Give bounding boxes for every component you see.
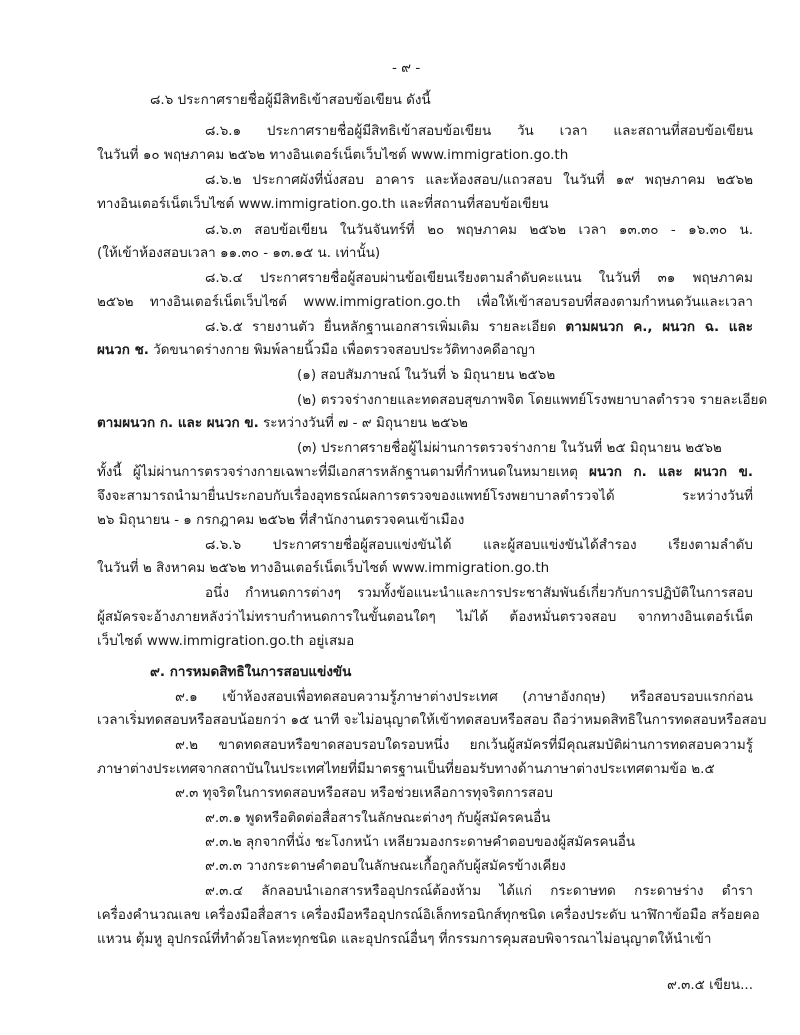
text: ๘.๖.๕ รายงานตัว ยื่นหลักฐานเอกสารเพิ่มเติม รายละเอียด bbox=[205, 319, 566, 335]
subitem-3: (๓) ประกาศรายชื่อผู้ไม่ผ่านการตรวจร่างกาย ในวันที่ ๒๕ มิถุนายน ๒๕๖๒ bbox=[297, 440, 722, 456]
item-8-6-3-cont: (ให้เข้าห้องสอบเวลา ๑๑.๓๐ - ๑๓.๑๕ น. เท่านั้น) bbox=[97, 245, 381, 261]
item-8-6-5-cont bbox=[97, 340, 535, 360]
item-8-6-6-cont: ในวันที่ ๒ สิงหาคม ๒๕๖๒ ทางอินเตอร์เน็ตเว็บไซต์ www.immigration.go.th bbox=[97, 560, 550, 576]
item-8-6-5 bbox=[205, 317, 753, 337]
item-8-6-4: ๘.๖.๔ ประกาศรายชื่อผู้สอบผ่านข้อเขียนเรียงตามลำดับคะแนน ในวันที่ ๓๑ พฤษภาคม bbox=[205, 270, 753, 286]
subitem-3-note bbox=[97, 462, 753, 482]
item-8-6-1-cont: ในวันที่ ๑๐ พฤษภาคม ๒๕๖๒ ทางอินเตอร์เน็ตเว็บไซต์ www.immigration.go.th bbox=[97, 147, 569, 163]
section-8-6-heading: ๘.๖ ประกาศรายชื่อผู้มีสิทธิเข้าสอบข้อเขียน ดังนี้ bbox=[150, 92, 431, 108]
text: วัดขนาดร่างกาย พิมพ์ลายนิ้วมือ เพื่อตรวจสอบประวัติทางคดีอาญา bbox=[148, 342, 536, 358]
item-9-3-4-cont: เครื่องคำนวณเลข เครื่องมือสื่อสาร เครื่องมือหรืออุปกรณ์อิเล็กทรอนิกส์ทุกชนิด เครื่องประดับ นาฬิกาข้อมือ สร้อยคอ bbox=[97, 907, 760, 923]
item-9-3-2: ๙.๓.๒ ลุกจากที่นั่ง ชะโงกหน้า เหลียวมองกระดาษคำตอบของผู้สมัครคนอื่น bbox=[205, 834, 636, 850]
annex-reference: ผนวก ช. bbox=[97, 342, 149, 358]
item-9-1: ๙.๑ เข้าห้องสอบเพื่อทดสอบความรู้ภาษาต่างประเทศ (ภาษาอังกฤษ) หรือสอบรอบแรกก่อน bbox=[175, 689, 753, 705]
item-8-6-6: ๘.๖.๖ ประกาศรายชื่อผู้สอบแข่งขันได้ และผู้สอบแข่งขันได้สำรอง เรียงตามลำดับ bbox=[205, 537, 753, 553]
section-9-heading: ๙. การหมดสิทธิในการสอบแข่งขัน bbox=[150, 664, 352, 680]
annex-reference: ตามผนวก ค., ผนวก ฉ. และ bbox=[565, 319, 753, 335]
subitem-1: (๑) สอบสัมภาษณ์ ในวันที่ ๖ มิถุนายน ๒๕๖๒ bbox=[297, 367, 556, 383]
item-9-1-cont: เวลาเริ่มทดสอบหรือสอบน้อยกว่า ๑๕ นาที จะไม่อนุญาตให้เข้าทดสอบหรือสอบ ถือว่าหมดสิทธิในการทดสอบหรือสอบ bbox=[97, 712, 767, 728]
item-9-3-4-end: แหวน ตุ้มหู อุปกรณ์ที่ทำด้วยโลหะทุกชนิด และอุปกรณ์อื่นๆ ที่กรรมการคุมสอบพิจารณาไม่อนุญาตให้นำเข้า bbox=[97, 931, 712, 947]
continuation-marker: ๙.๓.๕ เขียน... bbox=[666, 977, 753, 993]
note-paragraph: อนึ่ง กำหนดการต่างๆ รวมทั้งข้อแนะนำและการประชาสัมพันธ์เกี่ยวกับการปฏิบัติในการสอบ bbox=[205, 585, 753, 601]
note-paragraph-end: เว็บไซต์ www.immigration.go.th อยู่เสมอ bbox=[97, 633, 355, 649]
item-9-3-1: ๙.๓.๑ พูดหรือติดต่อสื่อสารในลักษณะต่างๆ กับผู้สมัครคนอื่น bbox=[205, 810, 551, 826]
item-9-3-4: ๙.๓.๔ ลักลอบนำเอกสารหรืออุปกรณ์ต้องห้าม ได้แก่ กระดาษทด กระดาษร่าง ตำรา bbox=[205, 883, 753, 899]
text: ระหว่างวันที่ ๗ - ๙ มิถุนายน ๒๕๖๒ bbox=[258, 415, 468, 431]
item-8-6-4-cont: ๒๕๖๒ ทางอินเตอร์เน็ตเว็บไซต์ www.immigration.go.th เพื่อให้เข้าสอบรอบที่สองตามกำหนดวันและเวลา bbox=[97, 294, 753, 310]
note-paragraph-cont: ผู้สมัครจะอ้างภายหลังว่าไม่ทราบกำหนดการในขั้นตอนใดๆ ไม่ได้ ต้องหมั่นตรวจสอบ จากทางอินเตอร์เน็ต bbox=[97, 609, 753, 625]
item-9-3: ๙.๓ ทุจริตในการทดสอบหรือสอบ หรือช่วยเหลือการทุจริตการสอบ bbox=[175, 785, 553, 801]
item-8-6-3: ๘.๖.๓ สอบข้อเขียน ในวันจันทร์ที่ ๒๐ พฤษภาคม ๒๕๖๒ เวลา ๑๓.๓๐ - ๑๖.๓๐ น. bbox=[205, 222, 753, 238]
item-9-2: ๙.๒ ขาดทดสอบหรือขาดสอบรอบใดรอบหนึ่ง ยกเว้นผู้สมัครที่มีคุณสมบัติผ่านการทดสอบความรู้ bbox=[175, 737, 753, 753]
subitem-2-cont bbox=[97, 413, 468, 433]
page-number: - ๙ - bbox=[392, 60, 421, 76]
subitem-3-note-end: ๒๖ มิถุนายน - ๑ กรกฎาคม ๒๕๖๒ ที่สำนักงานตรวจคนเข้าเมือง bbox=[97, 512, 465, 528]
item-9-3-3: ๙.๓.๓ วางกระดาษคำตอบในลักษณะเกื้อกูลกับผู้สมัครข้างเคียง bbox=[205, 858, 566, 874]
annex-reference: ผนวก ก. และ ผนวก ข. bbox=[589, 464, 753, 480]
annex-reference: ตามผนวก ก. และ ผนวก ข. bbox=[97, 415, 259, 431]
item-8-6-2: ๘.๖.๒ ประกาศผังที่นั่งสอบ อาคาร และห้องสอบ/แถวสอบ ในวันที่ ๑๙ พฤษภาคม ๒๕๖๒ bbox=[205, 172, 753, 188]
subitem-3-note-cont: จึงจะสามารถนำมายื่นประกอบกับเรื่องอุทธรณ์ผลการตรวจของแพทย์โรงพยาบาลตำรวจได้ ระหว่างวันที่ bbox=[97, 488, 753, 504]
item-8-6-2-cont: ทางอินเตอร์เน็ตเว็บไซต์ www.immigration.go.th และที่สถานที่สอบข้อเขียน bbox=[97, 196, 549, 212]
subitem-2: (๒) ตรวจร่างกายและทดสอบสุขภาพจิต โดยแพทย์โรงพยาบาลตำรวจ รายละเอียด bbox=[297, 392, 768, 408]
text: ทั้งนี้ ผู้ไม่ผ่านการตรวจร่างกายเฉพาะที่มีเอกสารหลักฐานตามที่กำหนดในหมายเหตุ bbox=[97, 464, 590, 480]
item-9-2-cont: ภาษาต่างประเทศจากสถาบันในประเทศไทยที่มีมาตรฐานเป็นที่ยอมรับทางด้านภาษาต่างประเทศตามข้อ ๒.๕ bbox=[97, 761, 715, 777]
item-8-6-1: ๘.๖.๑ ประกาศรายชื่อผู้มีสิทธิเข้าสอบข้อเขียน วัน เวลา และสถานที่สอบข้อเขียน bbox=[205, 123, 753, 139]
